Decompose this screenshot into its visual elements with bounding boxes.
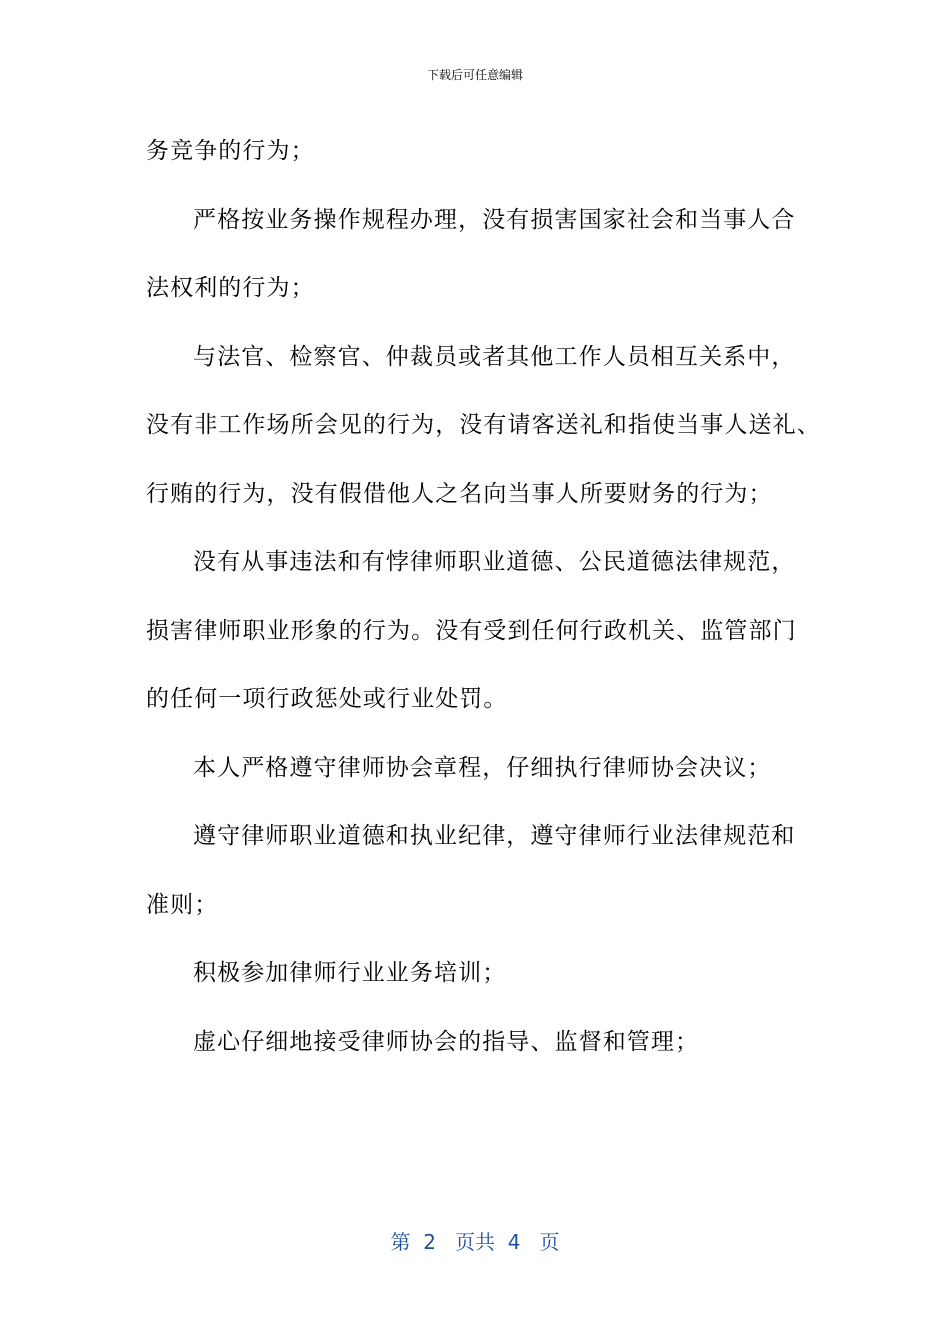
paragraph-line: 严格按业务操作规程办理，没有损害国家社会和当事人合 xyxy=(193,206,796,233)
paragraph-line: 遵守律师职业道德和执业纪律，遵守律师行业法律规范和 xyxy=(193,823,796,849)
paragraph-line: 法权利的行为； xyxy=(146,275,315,301)
paragraph-line: 准则； xyxy=(146,891,219,918)
paragraph-line: 损害律师职业形象的行为。没有受到任何行政机关、监管部门 xyxy=(146,617,797,644)
paragraph-line: 没有非工作场所会见的行为，没有请客送礼和指使当事人送礼、 xyxy=(146,412,821,438)
paragraph-line: 积极参加律师行业业务培训； xyxy=(193,960,507,986)
page-number-footer: 第 2 页共 4 页 xyxy=(390,1230,560,1254)
paragraph-line: 虚心仔细地接受律师协会的指导、监督和管理； xyxy=(193,1028,700,1055)
paragraph-line: 务竞争的行为； xyxy=(146,138,315,164)
paragraph-line: 本人严格遵守律师协会章程，仔细执行律师协会决议； xyxy=(193,754,772,781)
document-body xyxy=(146,117,821,1076)
paragraph-line: 没有从事违法和有悖律师职业道德、公民道德法律规范， xyxy=(193,549,796,575)
paragraph-line: 与法官、检察官、仲裁员或者其他工作人员相互关系中， xyxy=(193,343,796,370)
paragraph-line: 的任何一项行政惩处或行业处罚。 xyxy=(146,686,508,712)
paragraph-line: 行贿的行为，没有假借他人之名向当事人所要财务的行为； xyxy=(146,480,773,507)
header-note: 下载后可任意编辑 xyxy=(426,68,523,82)
